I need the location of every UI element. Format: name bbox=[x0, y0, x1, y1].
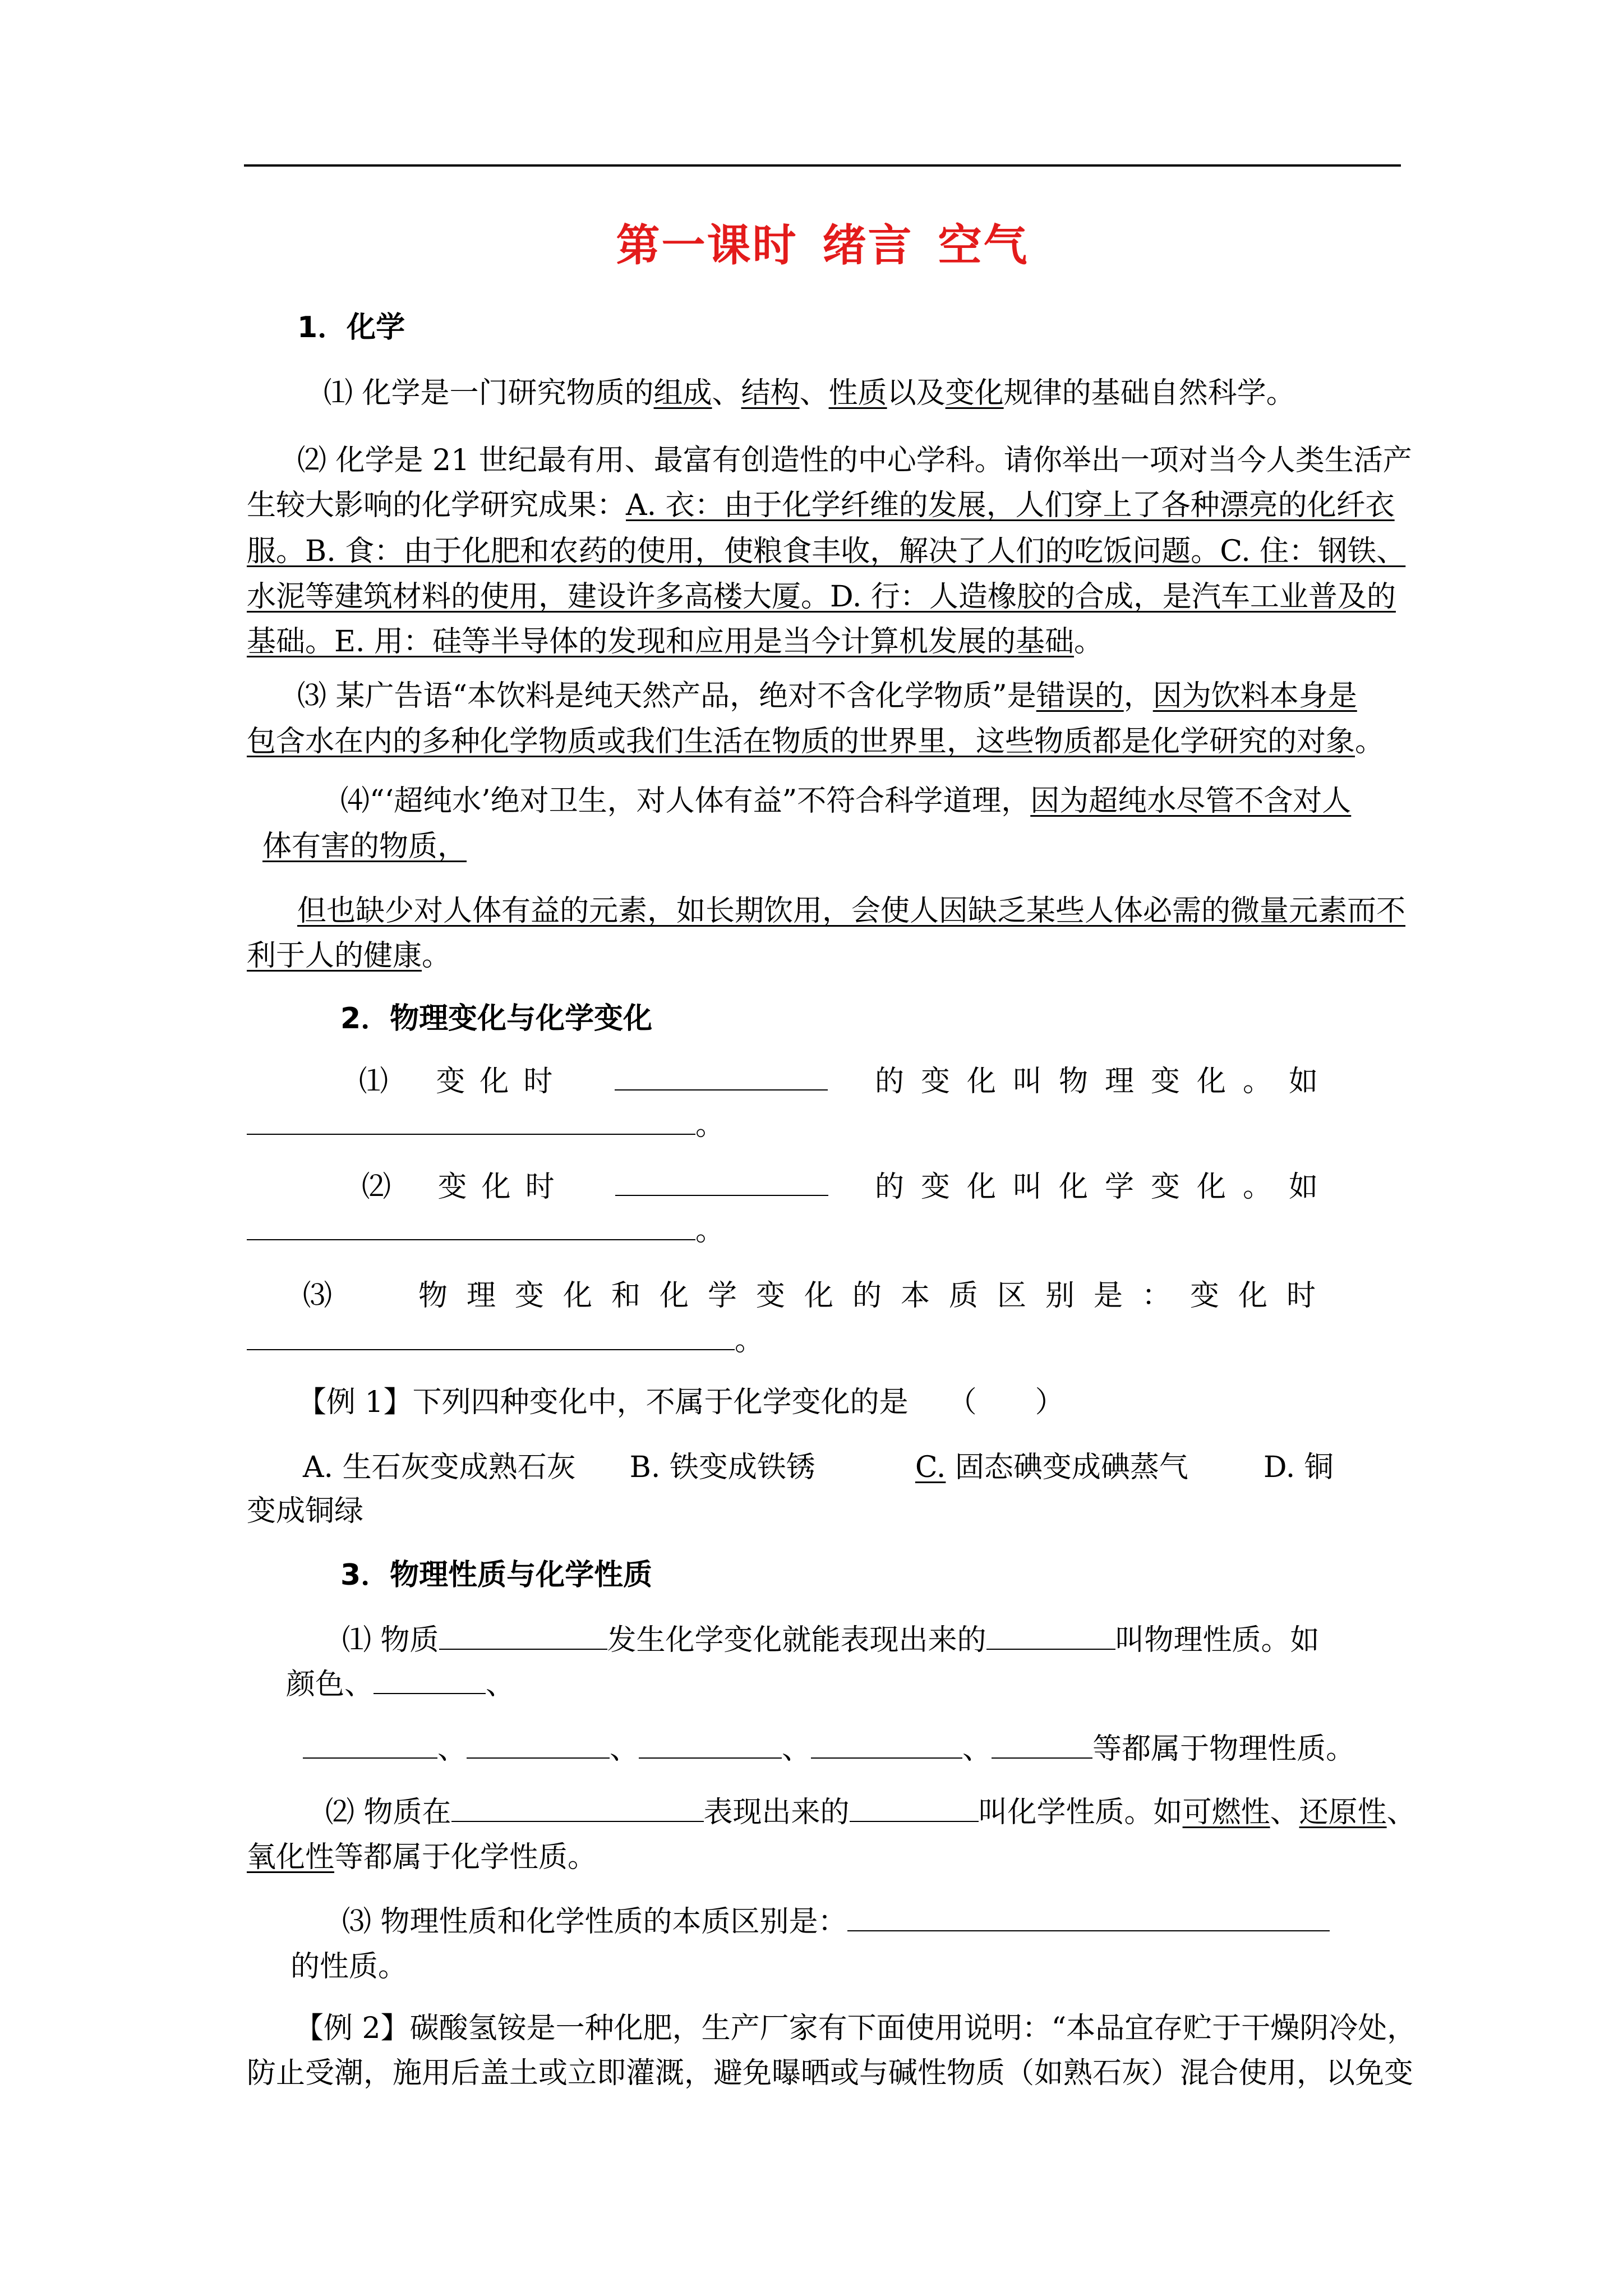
example-2-line-2: 防止受潮，施用后盖土或立即灌溉，避免曝晒或与碱性物质（如熟石灰）混合使用，以免变 bbox=[247, 2056, 1414, 2090]
fill-blank[interactable] bbox=[439, 1626, 607, 1650]
answer-pure-water-end: 利于人的健康 bbox=[247, 939, 422, 973]
answer-oxidizability: 氧化性 bbox=[247, 1841, 335, 1874]
period: 。 bbox=[1074, 625, 1104, 659]
answer-wrong: 错误的 bbox=[1036, 679, 1124, 713]
s1-item-2-line-5 bbox=[247, 625, 1104, 659]
s1-item-1-end: 规律的基础自然科学。 bbox=[1003, 376, 1295, 410]
fill-blank[interactable] bbox=[615, 1172, 828, 1196]
s1-item-1-text: ⑴ 化学是一门研究物质的 bbox=[324, 376, 654, 410]
page-title bbox=[244, 210, 1401, 273]
s3-question-1-line-1 bbox=[342, 1623, 1320, 1657]
sep: 、 bbox=[1270, 1796, 1299, 1829]
answer-paren: （ ） bbox=[947, 1386, 1064, 1419]
fill-blank[interactable] bbox=[247, 1217, 695, 1240]
answer-flammability: 可燃性 bbox=[1182, 1796, 1270, 1829]
q-text: 变化时 bbox=[436, 1065, 568, 1098]
sep: 、 bbox=[610, 1732, 639, 1766]
answer-property: 性质 bbox=[828, 376, 887, 410]
period: 。 bbox=[735, 1324, 764, 1358]
q-text: ⑴ 物质 bbox=[342, 1623, 439, 1657]
q-text: 的变化叫化学变化。如 bbox=[874, 1170, 1335, 1204]
q-text: ⑶ 物理性质和化学性质的本质区别是： bbox=[342, 1905, 847, 1939]
option-d: D. 铜 bbox=[1263, 1451, 1334, 1484]
q-text: 变化时 bbox=[437, 1170, 569, 1204]
sep: 以及 bbox=[887, 376, 946, 410]
title-part-2: 绪言 bbox=[822, 220, 914, 271]
s2-question-2 bbox=[362, 1172, 1335, 1202]
example-2-line-1: 【例 2】碳酸氢铵是一种化肥，生产厂家有下面使用说明：“本品宜存贮于干燥阴冷处， bbox=[294, 2012, 1417, 2045]
title-part-3: 空气 bbox=[938, 220, 1029, 271]
s1-item-4-text: ⑷“‘超纯水’绝对卫生，对人体有益”不符合科学道理， bbox=[340, 784, 1031, 818]
answer-reason-start: 因为饮料本身是 bbox=[1152, 679, 1357, 713]
s3-question-3-line-2: 的性质。 bbox=[291, 1950, 408, 1984]
q-text: 表现出来的 bbox=[703, 1796, 850, 1829]
fill-blank[interactable] bbox=[992, 1735, 1092, 1759]
s2-question-2-line-2 bbox=[247, 1214, 725, 1248]
s3-question-2-line-2 bbox=[247, 1843, 597, 1872]
fill-blank[interactable] bbox=[303, 1735, 437, 1759]
sep: 、 bbox=[1386, 1796, 1416, 1829]
sep: 、 bbox=[782, 1732, 811, 1766]
s1-item-1 bbox=[324, 376, 1295, 410]
q-number: ⑵ bbox=[362, 1170, 392, 1204]
sep: 、 bbox=[799, 376, 829, 410]
answer-composition: 组成 bbox=[653, 376, 712, 410]
q-text: 叫物理性质。如 bbox=[1115, 1623, 1320, 1657]
s1-item-2-line-3: 服。B. 食：由于化肥和农药的使用，使粮食丰收，解决了人们的吃饭问题。C. 住：钢铁、 bbox=[247, 535, 1406, 568]
fill-blank[interactable] bbox=[615, 1067, 828, 1091]
option-a: A. 生石灰变成熟石灰 bbox=[303, 1451, 576, 1484]
s1-item-2-answer-e: 基础。E. 用：硅等半导体的发现和应用是当今计算机发展的基础 bbox=[247, 625, 1075, 659]
q-text: 叫化学性质。如 bbox=[978, 1796, 1183, 1829]
q-number: ⑶ bbox=[303, 1279, 333, 1313]
s1-item-2-line-1: ⑵ 化学是 21 世纪最有用、最富有创造性的中心学科。请你举出一项对当今人类生活产 bbox=[297, 444, 1412, 477]
example-1-options bbox=[303, 1453, 1334, 1482]
header-rule bbox=[244, 164, 1401, 167]
s1-item-2-answer-a: A. 衣：由于化学纤维的发展，人们穿上了各种漂亮的化纤衣 bbox=[626, 489, 1395, 522]
s2-question-1 bbox=[359, 1067, 1335, 1096]
fill-blank[interactable] bbox=[247, 1111, 695, 1135]
q-text: ⑵ 物质在 bbox=[325, 1796, 451, 1829]
title-part-1: 第一课时 bbox=[616, 220, 798, 271]
period: 。 bbox=[1355, 725, 1385, 758]
period: 。 bbox=[695, 1108, 725, 1142]
sep: 、 bbox=[437, 1732, 467, 1766]
q-text: 发生化学变化就能表现出来的 bbox=[607, 1623, 986, 1657]
option-c-label: C. bbox=[915, 1451, 946, 1484]
fill-blank[interactable] bbox=[451, 1798, 704, 1822]
period: 。 bbox=[422, 939, 451, 973]
s3-question-1-line-3 bbox=[303, 1734, 1355, 1764]
section-2-heading: 2．物理变化与化学变化 bbox=[340, 1002, 653, 1036]
answer-reducibility: 还原性 bbox=[1299, 1796, 1387, 1829]
s1-item-2-line-4: 水泥等建筑材料的使用，建设许多高楼大厦。D. 行：人造橡胶的合成，是汽车工业普及的 bbox=[247, 580, 1396, 614]
example-1-option-d-cont: 变成铜绿 bbox=[247, 1494, 364, 1528]
fill-blank[interactable] bbox=[811, 1735, 962, 1759]
sep: ， bbox=[1123, 679, 1153, 713]
s1-item-4-line-4 bbox=[247, 939, 451, 973]
s1-item-3-line-1 bbox=[297, 679, 1357, 713]
q-text: 等都属于物理性质。 bbox=[1092, 1732, 1355, 1766]
fill-blank[interactable] bbox=[374, 1671, 486, 1694]
sep: 、 bbox=[712, 376, 741, 410]
section-1-heading: 1．化学 bbox=[297, 311, 405, 344]
s2-question-3-line-2 bbox=[247, 1324, 764, 1358]
answer-pure-water-start: 因为超纯水尽管不含对人 bbox=[1030, 784, 1352, 818]
example-1-question: 【例 1】下列四种变化中，不属于化学变化的是 bbox=[297, 1386, 909, 1419]
sep: 、 bbox=[486, 1668, 515, 1701]
s1-item-4-line-3: 但也缺少对人体有益的元素，如长期饮用，会使人因缺乏某些人体必需的微量元素而不 bbox=[297, 894, 1406, 928]
s1-item-3-text: ⑶ 某广告语“本饮料是纯天然产品，绝对不含化学物质”是 bbox=[297, 679, 1036, 713]
s3-question-2-line-1 bbox=[325, 1798, 1416, 1827]
s1-item-3-line-2 bbox=[247, 727, 1384, 756]
s3-question-3-line-1 bbox=[342, 1905, 1330, 1939]
answer-reason: 包含水在内的多种化学物质或我们生活在物质的世界里，这些物质都是化学研究的对象 bbox=[247, 725, 1355, 758]
q-text: 物理变化和化学变化的本质区别是：变化时 bbox=[418, 1279, 1335, 1313]
answer-structure: 结构 bbox=[741, 376, 800, 410]
s1-item-4-line-2: 体有害的物质， bbox=[262, 830, 467, 863]
s2-question-3 bbox=[303, 1279, 1335, 1313]
period: 。 bbox=[695, 1214, 725, 1248]
option-b: B. 铁变成铁锈 bbox=[629, 1451, 815, 1484]
q-text: 等都属于化学性质。 bbox=[334, 1841, 597, 1874]
option-c: 固态碘变成碘蒸气 bbox=[946, 1451, 1188, 1484]
section-3-heading: 3．物理性质与化学性质 bbox=[340, 1558, 653, 1592]
fill-blank[interactable] bbox=[467, 1735, 610, 1759]
fill-blank[interactable] bbox=[847, 1908, 1330, 1931]
example-1-stem bbox=[297, 1388, 1064, 1417]
sep: 、 bbox=[962, 1732, 992, 1766]
fill-blank[interactable] bbox=[986, 1626, 1115, 1650]
s2-question-1-line-2 bbox=[247, 1108, 725, 1142]
fill-blank[interactable] bbox=[247, 1327, 735, 1350]
s1-item-2-prefix: 生较大影响的化学研究成果： bbox=[247, 489, 626, 522]
q-text: 的变化叫物理变化。如 bbox=[874, 1065, 1335, 1098]
q-text: 颜色、 bbox=[286, 1668, 374, 1701]
q-number: ⑴ bbox=[359, 1065, 389, 1098]
s3-question-1-line-2 bbox=[286, 1670, 515, 1699]
fill-blank[interactable] bbox=[639, 1735, 782, 1759]
answer-change: 变化 bbox=[945, 376, 1004, 410]
s1-item-4-line-1 bbox=[340, 786, 1351, 816]
fill-blank[interactable] bbox=[850, 1798, 979, 1822]
s1-item-2-line-2 bbox=[247, 491, 1395, 520]
